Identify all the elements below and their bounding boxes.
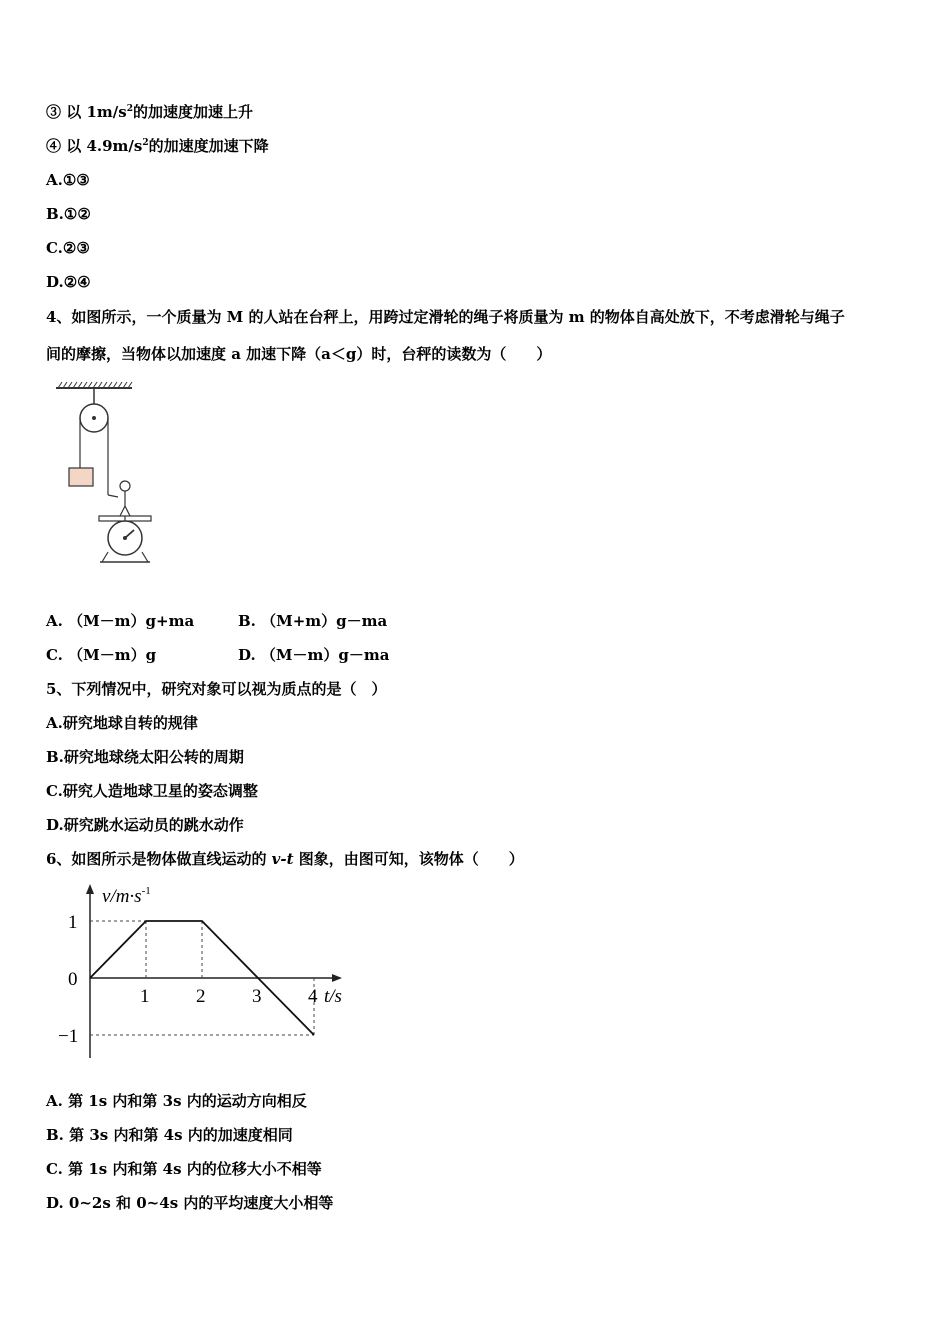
q5-option-d: D.研究跳水运动员的跳水动作 <box>46 816 244 834</box>
q5-option-b: B.研究地球绕太阳公转的周期 <box>46 748 244 766</box>
x-tick-label: 4 <box>308 986 318 1007</box>
x-axis-arrow <box>332 974 342 982</box>
y-tick-label: −1 <box>58 1026 79 1047</box>
q6-option-b: B. 第 3s 内和第 4s 内的加速度相同 <box>46 1126 293 1144</box>
q5-option-a: A.研究地球自转的规律 <box>46 714 198 732</box>
q4-option-d: D. （M－m）g－ma <box>238 646 390 664</box>
q4-option-c: C. （M－m）g <box>46 646 157 664</box>
q4-option-a: A. （M－m）g+ma <box>46 612 195 630</box>
q3-item-4: ④ 以 $4.9m/s^2$的加速度加速下降 <box>46 137 269 155</box>
q6-option-a: A. 第 1s 内和第 3s 内的运动方向相反 <box>46 1092 307 1110</box>
q3-option-a: A.①③ <box>46 171 90 189</box>
x-tick-label: 2 <box>196 986 206 1007</box>
q5-option-c: C.研究人造地球卫星的姿态调整 <box>46 782 258 800</box>
y-tick-label: 0 <box>68 969 78 990</box>
x-tick-label: 1 <box>140 986 150 1007</box>
x-tick-label: 3 <box>252 986 262 1007</box>
q6-option-d: D. 0~2s 和 0~4s 内的平均速度大小相等 <box>46 1194 334 1212</box>
q4-stem-line2: 间的摩擦，当物体以加速度 a 加速下降（a＜g）时，台秤的读数为（ ） <box>46 345 552 363</box>
q3-option-d: D.②④ <box>46 273 91 291</box>
y-axis-label: $v/m\cdot s^{-1}$ <box>102 885 151 907</box>
pulley-scale-diagram <box>50 380 160 570</box>
q3-option-b: B.①② <box>46 205 91 223</box>
q4-option-b: B. （M+m）g－ma <box>238 612 388 630</box>
q5-stem: 5、下列情况中，研究对象可以视为质点的是（ ） <box>46 680 387 698</box>
q4-stem-line1: 4、如图所示，一个质量为 M 的人站在台秤上，用跨过定滑轮的绳子将质量为 m 的物体自高处放下，不考虑滑轮与绳子 <box>46 308 845 326</box>
vt-graph <box>50 878 360 1068</box>
q6-stem: 6、如图所示是物体做直线运动的 v-t 图象，由图可知，该物体（ ） <box>46 850 524 868</box>
x-axis-label: t/s <box>324 986 342 1007</box>
q3-item-3: ③ 以 $1m/s^2$的加速度加速上升 <box>46 103 253 121</box>
q3-option-c: C.②③ <box>46 239 90 257</box>
q6-option-c: C. 第 1s 内和第 4s 内的位移大小不相等 <box>46 1160 322 1178</box>
y-tick-label: 1 <box>68 912 78 933</box>
y-axis-arrow <box>86 884 94 894</box>
